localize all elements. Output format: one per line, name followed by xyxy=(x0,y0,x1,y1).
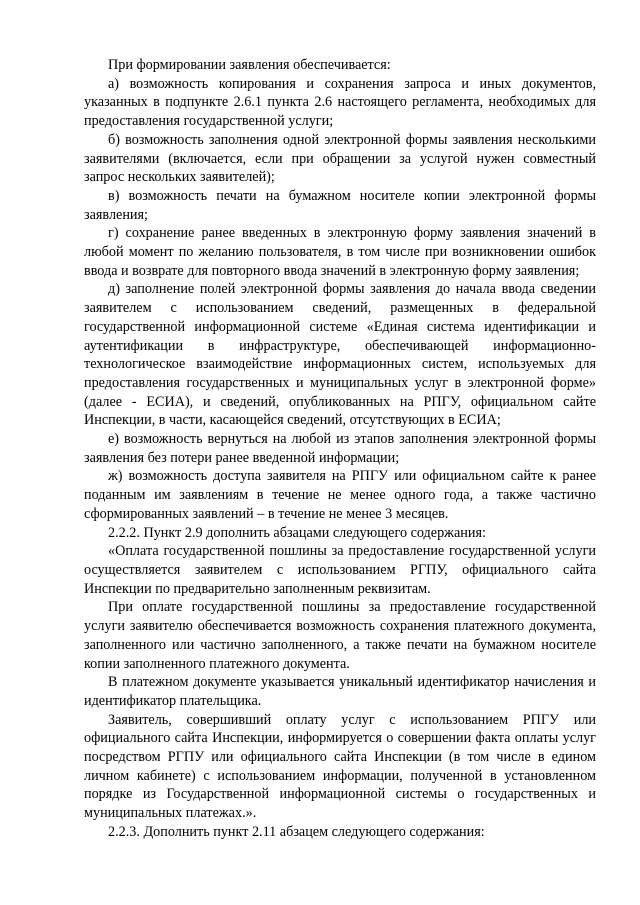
paragraph-item-d: д) заполнение полей электронной формы заявления до начала ввода сведении заявителем с использованием сведений, размещенных в федеральной государственной информационной системе «Единая система идентификации и аутентификации в инфраструктуре, обеспечивающей информационно-технологическое взаимодействие информационных систем, используемых для предоставления государственных и муниципальных услуг в электронной форме» (далее - ЕСИА), и сведений, опубликованных на РПГУ, официальном сайте Инспекции, в части, касающейся сведений, отсутствующих в ЕСИА; xyxy=(84,281,596,429)
paragraph-2-2-2: 2.2.2. Пункт 2.9 дополнить абзацами следующего содержания: xyxy=(108,524,486,541)
document-body xyxy=(84,56,596,842)
paragraph-payment-document: При оплате государственной пошлины за предоставление государственной услуги заявителю обеспечивается возможность сохранения платежного документа, заполненного или частично заполненного, а также печати на бумажном носителе копии заполненного платежного документа. xyxy=(84,599,596,672)
paragraph-item-g: г) сохранение ранее введенных в электронную форму заявления значений в любой момент по желанию пользователя, в том числе при возникновении ошибок ввода и возврате для повторного ввода значений в электронную форму заявления; xyxy=(84,225,596,279)
paragraph-identifier: В платежном документе указывается уникальный идентификатор начисления и идентификатор плательщика. xyxy=(84,674,596,709)
paragraph-item-zh: ж) возможность доступа заявителя на РПГУ или официальном сайте к ранее поданным им заявлениям в течение не менее одного года, а также частично сформированных заявлений – в течение не менее 3 месяцев. xyxy=(84,468,596,522)
paragraph-intro: При формировании заявления обеспечивается: xyxy=(108,57,391,73)
paragraph-item-a: а) возможность копирования и сохранения запроса и иных документов, указанных в подпункте 2.6.1 пункта 2.6 настоящего регламента, необходимых для предоставления государственной услуги; xyxy=(84,75,596,130)
paragraph-payment: «Оплата государственной пошлины за предоставление государственной услуги осуществляется заявителем с использованием РГПУ, официального сайта Инспекции по предварительно заполненным реквизитам. xyxy=(84,543,596,597)
paragraph-item-v: в) возможность печати на бумажном носителе копии электронной формы заявления; xyxy=(84,187,596,223)
paragraph-2-2-3: 2.2.3. Дополнить пункт 2.11 абзацем следующего содержания: xyxy=(108,823,485,840)
paragraph-applicant-informed: Заявитель, совершивший оплату услуг с использованием РПГУ или официального сайта Инспекции, информируется о совершении факта оплаты услуг посредством РГПУ или официального сайта Инспекции (в том числе в едином личном кабинете) с использованием информации, полученной в установленном порядке из Государственной информационной системы о государственных и муниципальных платежах.». xyxy=(84,711,596,822)
paragraph-item-b: б) возможность заполнения одной электронной формы заявления несколькими заявителями (включается, если при обращении за услугой нужен совместный запрос нескольких заявителей); xyxy=(84,131,596,186)
paragraph-item-e: е) возможность вернуться на любой из этапов заполнения электронной формы заявления без потери ранее введенной информации; xyxy=(84,431,596,466)
